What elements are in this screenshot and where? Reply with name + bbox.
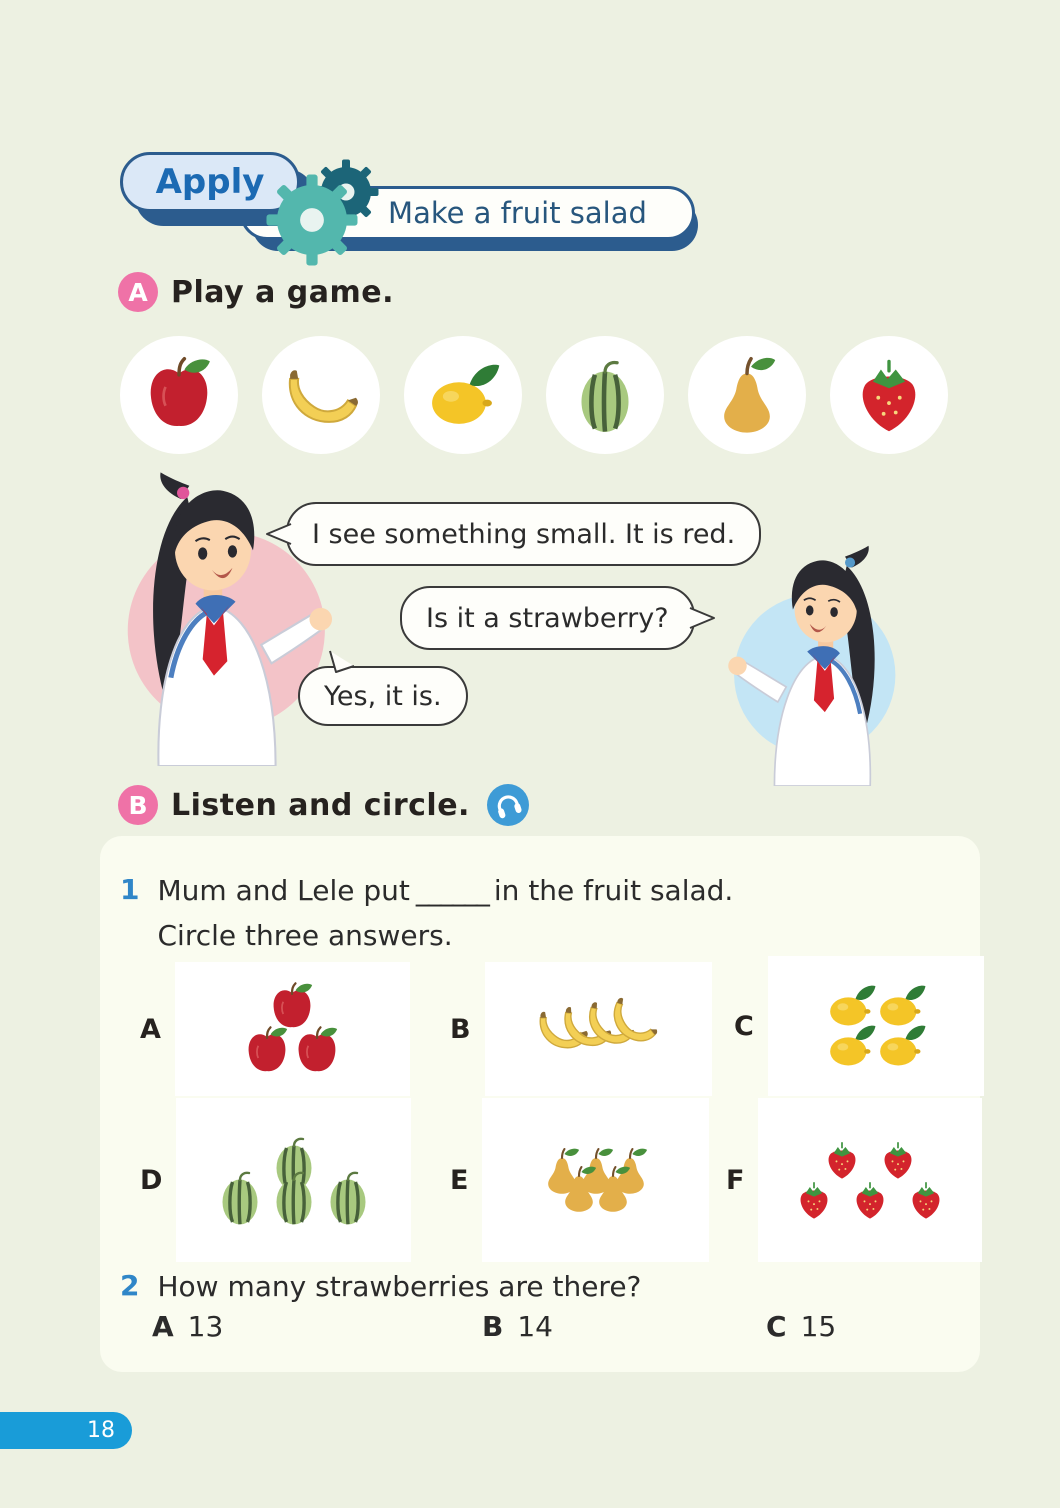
choice-c[interactable] [766, 1310, 836, 1343]
page-number-band [0, 1412, 132, 1449]
fruit-circle-lemon[interactable] [404, 336, 522, 454]
page-number: 18 [87, 1418, 115, 1443]
fruit-circle-banana[interactable] [262, 336, 380, 454]
option-image-banana[interactable] [485, 962, 712, 1096]
headphones-icon[interactable] [487, 784, 529, 826]
option-d[interactable] [140, 1098, 411, 1262]
section-b-heading [118, 784, 529, 826]
speech-bubble-1-text: I see something small. It is red. [312, 518, 736, 550]
option-label-c: C [734, 1010, 754, 1042]
choice-value: 14 [517, 1310, 553, 1343]
fruit-circle-strawberry[interactable] [830, 336, 948, 454]
section-a-title: Play a game. [171, 274, 395, 310]
strawberry-icon [820, 1138, 864, 1182]
section-a-heading [118, 272, 394, 312]
option-label-f: F [726, 1164, 745, 1196]
apply-label: Apply [155, 162, 265, 202]
lesson-title: Make a fruit salad [388, 196, 647, 230]
option-f[interactable] [726, 1098, 982, 1262]
question-2 [120, 1264, 641, 1309]
question-1-text [157, 868, 733, 959]
speech-bubble-2 [400, 586, 695, 650]
listen-panel [100, 836, 980, 1372]
apple-icon [289, 1023, 345, 1079]
fruit-circle-pear[interactable] [688, 336, 806, 454]
option-image-strawberry[interactable] [758, 1098, 982, 1262]
apple-icon [136, 352, 222, 438]
strawberry-icon [848, 1178, 892, 1222]
fruit-row [120, 336, 948, 454]
option-image-pear[interactable] [482, 1098, 709, 1262]
choice-value: 15 [800, 1310, 837, 1343]
choice-label: B [482, 1310, 504, 1343]
answer-blank: ______ [415, 874, 488, 907]
option-b[interactable] [450, 962, 712, 1096]
speech-bubble-2-text: Is it a strawberry? [426, 602, 669, 634]
question-2-choices [100, 1310, 980, 1354]
option-a[interactable] [140, 962, 410, 1096]
section-b-title: Listen and circle. [171, 787, 470, 823]
bubble-tail-left-icon [264, 521, 292, 547]
option-image-lemon[interactable] [768, 956, 984, 1096]
q1-text-after: in the fruit salad. [493, 874, 734, 907]
strawberry-icon [904, 1178, 948, 1222]
option-label-e: E [450, 1164, 469, 1196]
watermelon-icon [562, 352, 648, 438]
question-1 [120, 868, 733, 959]
watermelon-icon [316, 1165, 380, 1229]
bubble-tail-right-icon [689, 605, 717, 631]
girl-right-illustration [698, 534, 950, 786]
q1-instruction: Circle three answers. [157, 919, 453, 953]
pear-icon [704, 352, 790, 438]
speech-bubble-1 [286, 502, 761, 566]
option-label-a: A [140, 1013, 161, 1045]
fruit-circle-apple[interactable] [120, 336, 238, 454]
banana-icon [278, 352, 364, 438]
strawberry-icon [792, 1178, 836, 1222]
choice-label: A [152, 1310, 174, 1343]
option-label-d: D [140, 1164, 163, 1196]
speech-bubble-3 [298, 666, 468, 726]
choice-value: 13 [187, 1310, 224, 1343]
option-e[interactable] [450, 1098, 709, 1262]
section-b-badge: B [118, 785, 158, 825]
apple-icon [239, 1023, 295, 1079]
q1-text-before: Mum and Lele put [157, 874, 410, 907]
lemon-icon [872, 1017, 930, 1075]
option-c[interactable] [734, 956, 984, 1096]
choice-label: C [766, 1310, 787, 1343]
fruit-circle-watermelon[interactable] [546, 336, 664, 454]
puzzle-gears-icon [266, 156, 388, 268]
section-a-badge: A [118, 272, 158, 312]
choice-a[interactable] [152, 1310, 223, 1343]
lemon-icon [420, 352, 506, 438]
option-label-b: B [450, 1013, 471, 1045]
bubble-tail-top-icon [324, 649, 356, 673]
pear-icon [587, 1163, 639, 1215]
question-1-number: 1 [120, 873, 140, 906]
option-image-watermelon[interactable] [176, 1098, 411, 1262]
option-image-apple[interactable] [175, 962, 410, 1096]
question-2-number: 2 [120, 1269, 140, 1302]
choice-b[interactable] [482, 1310, 553, 1343]
girl-left-illustration [94, 458, 336, 766]
speech-bubble-3-text: Yes, it is. [324, 680, 442, 712]
question-2-text: How many strawberries are there? [157, 1270, 642, 1303]
strawberry-icon [846, 352, 932, 438]
strawberry-icon [876, 1138, 920, 1182]
